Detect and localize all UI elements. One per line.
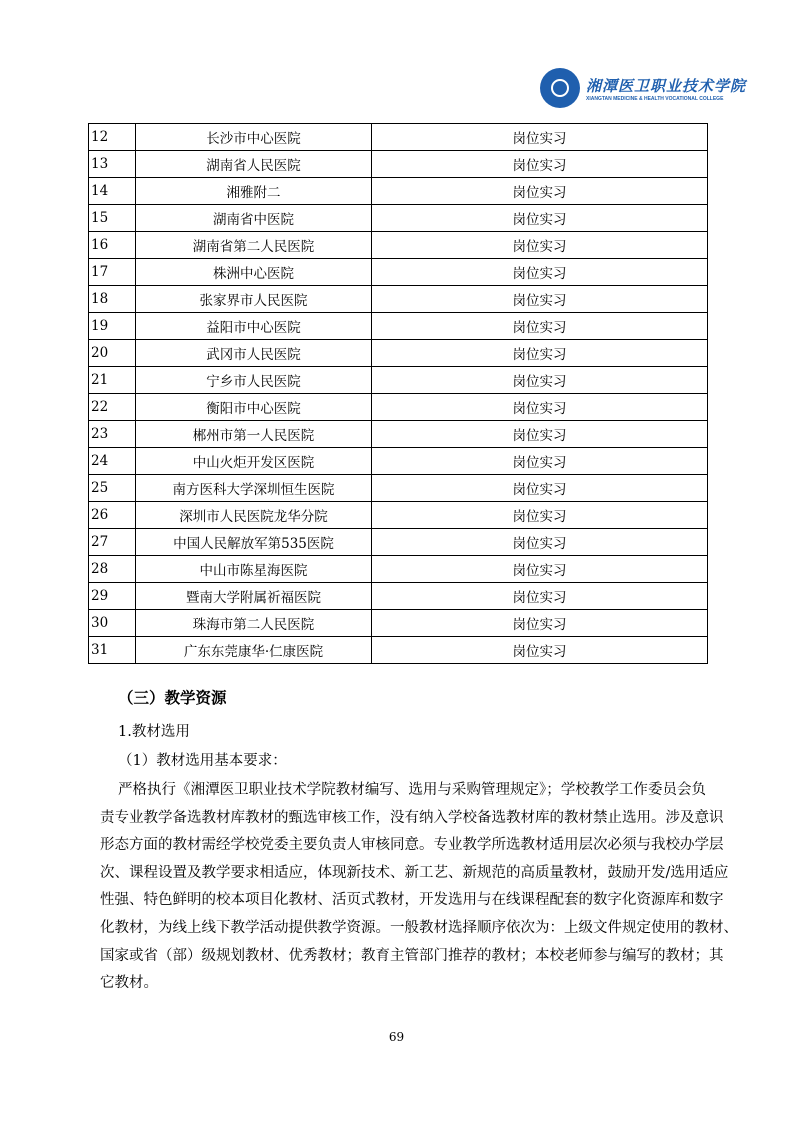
paragraph-line: 次、课程设置及教学要求相适应，体现新技术、新工艺、新规范的高质量教材，鼓励开发/选用适应	[100, 864, 729, 881]
training-type: 岗位实习	[372, 313, 708, 340]
row-number: 28	[89, 556, 136, 583]
training-type: 岗位实习	[372, 421, 708, 448]
logo-cn: 湘潭医卫职业技术学院	[586, 76, 747, 95]
section-heading: （三）教学资源	[118, 688, 227, 707]
subheading-2: （1）教材选用基本要求：	[118, 753, 287, 769]
logo-en: XIANGTAN MEDICINE & HEALTH VOCATIONAL COLLEGE	[586, 95, 724, 102]
table-row	[89, 394, 708, 421]
hospital-name: 湖南省中医院	[136, 205, 372, 232]
table-row	[89, 475, 708, 502]
hospital-name: 长沙市中心医院	[136, 124, 372, 151]
paragraph-line: 严格执行《湘潭医卫职业技术学院教材编写、选用与采购管理规定》；学校教学工作委员会负	[118, 782, 706, 798]
training-type: 岗位实习	[372, 448, 708, 475]
training-type: 岗位实习	[372, 610, 708, 637]
hospital-name: 暨南大学附属祈福医院	[136, 583, 372, 610]
table-row	[89, 151, 708, 178]
training-type: 岗位实习	[372, 205, 708, 232]
row-number: 12	[89, 124, 136, 151]
college-logo	[540, 68, 746, 108]
hospital-name: 益阳市中心医院	[136, 313, 372, 340]
table-row	[89, 313, 708, 340]
table-row	[89, 124, 708, 151]
table-row	[89, 448, 708, 475]
paragraph-line: 化教材，为线上线下教学活动提供教学资源。一般教材选择顺序依次为：上级文件规定使用的教材、	[100, 919, 738, 936]
row-number: 31	[89, 637, 136, 664]
training-type: 岗位实习	[372, 259, 708, 286]
table-row	[89, 637, 708, 664]
training-type: 岗位实习	[372, 637, 708, 664]
training-type: 岗位实习	[372, 178, 708, 205]
hospital-name: 珠海市第二人民医院	[136, 610, 372, 637]
hospital-table	[88, 123, 708, 664]
training-type: 岗位实习	[372, 502, 708, 529]
paragraph-line: 它教材。	[100, 975, 158, 992]
paragraph-line: 责专业教学备选教材库教材的甄选审核工作，没有纳入学校备选教材库的教材禁止选用。涉及意识	[100, 809, 724, 826]
hospital-name: 郴州市第一人民医院	[136, 421, 372, 448]
training-type: 岗位实习	[372, 151, 708, 178]
row-number: 26	[89, 502, 136, 529]
training-type: 岗位实习	[372, 529, 708, 556]
hospital-name: 湘雅附二	[136, 178, 372, 205]
table-row	[89, 232, 708, 259]
training-type: 岗位实习	[372, 394, 708, 421]
row-number: 22	[89, 394, 136, 421]
table-row	[89, 205, 708, 232]
table-row	[89, 340, 708, 367]
table-row	[89, 286, 708, 313]
hospital-name: 广东东莞康华·仁康医院	[136, 637, 372, 664]
page-number: 69	[388, 1030, 405, 1044]
training-type: 岗位实习	[372, 583, 708, 610]
table-row	[89, 178, 708, 205]
table-row	[89, 556, 708, 583]
training-type: 岗位实习	[372, 556, 708, 583]
hospital-name: 深圳市人民医院龙华分院	[136, 502, 372, 529]
training-type: 岗位实习	[372, 124, 708, 151]
hospital-name: 衡阳市中心医院	[136, 394, 372, 421]
table-row	[89, 367, 708, 394]
table-row	[89, 529, 708, 556]
training-type: 岗位实习	[372, 286, 708, 313]
subheading-1: 1.教材选用	[118, 724, 190, 740]
row-number: 19	[89, 313, 136, 340]
hospital-name: 湖南省人民医院	[136, 151, 372, 178]
row-number: 24	[89, 448, 136, 475]
paragraph-line: 性强、特色鲜明的校本项目化教材、活页式教材，开发选用与在线课程配套的数字化资源库和数字	[100, 892, 724, 909]
row-number: 16	[89, 232, 136, 259]
hospital-name: 中山市陈星海医院	[136, 556, 372, 583]
hospital-name: 武冈市人民医院	[136, 340, 372, 367]
row-number: 18	[89, 286, 136, 313]
hospital-name: 中山火炬开发区医院	[136, 448, 372, 475]
table-row	[89, 421, 708, 448]
table-row	[89, 259, 708, 286]
row-number: 21	[89, 367, 136, 394]
paragraph	[100, 777, 738, 998]
row-number: 14	[89, 178, 136, 205]
row-number: 25	[89, 475, 136, 502]
row-number: 13	[89, 151, 136, 178]
training-type: 岗位实习	[372, 340, 708, 367]
row-number: 30	[89, 610, 136, 637]
row-number: 20	[89, 340, 136, 367]
hospital-name: 宁乡市人民医院	[136, 367, 372, 394]
training-type: 岗位实习	[372, 367, 708, 394]
hospital-name: 南方医科大学深圳恒生医院	[136, 475, 372, 502]
hospital-name: 株洲中心医院	[136, 259, 372, 286]
row-number: 17	[89, 259, 136, 286]
row-number: 27	[89, 529, 136, 556]
row-number: 23	[89, 421, 136, 448]
table-row	[89, 583, 708, 610]
college-seal-icon	[540, 68, 580, 108]
paragraph-line: 形态方面的教材需经学校党委主要负责人审核同意。专业教学所选教材适用层次必须与我校办学层	[100, 837, 724, 854]
training-type: 岗位实习	[372, 475, 708, 502]
row-number: 15	[89, 205, 136, 232]
hospital-name: 张家界市人民医院	[136, 286, 372, 313]
table-row	[89, 502, 708, 529]
row-number: 29	[89, 583, 136, 610]
paragraph-line: 国家或省（部）级规划教材、优秀教材；教育主管部门推荐的教材；本校老师参与编写的教材；其	[100, 947, 724, 964]
hospital-name: 湖南省第二人民医院	[136, 232, 372, 259]
training-type: 岗位实习	[372, 232, 708, 259]
table-row	[89, 610, 708, 637]
hospital-name: 中国人民解放军第535医院	[136, 529, 372, 556]
